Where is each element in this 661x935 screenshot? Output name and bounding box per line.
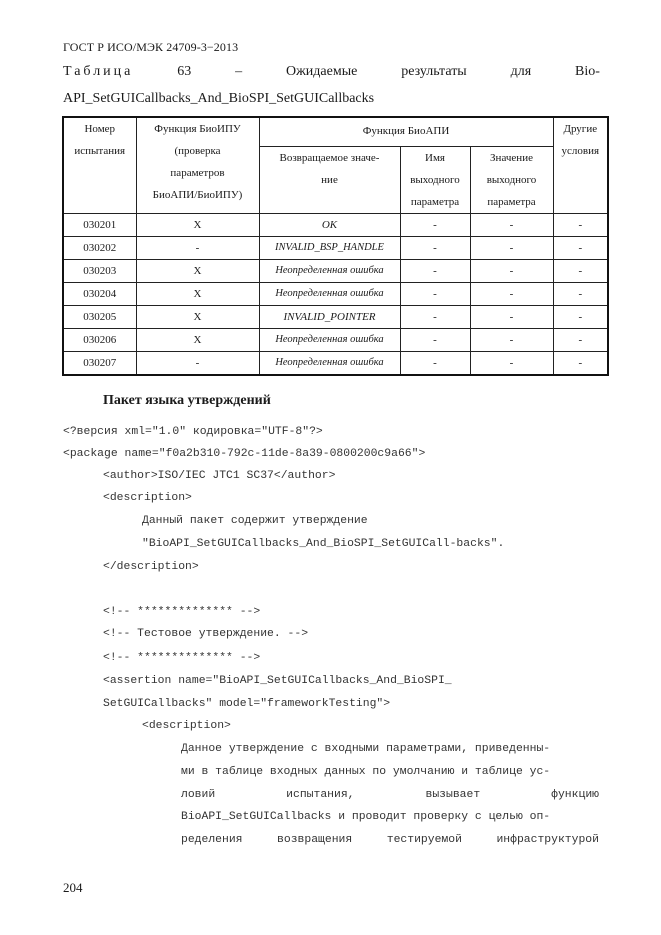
code-line: <!-- Тестовое утверждение. --> bbox=[103, 628, 309, 640]
cell-param-value: - bbox=[470, 214, 553, 237]
code-word: тестируемой bbox=[386, 834, 462, 846]
cell-param-value: - bbox=[470, 329, 553, 352]
header-return-value bbox=[259, 147, 400, 214]
header-text: Номер bbox=[84, 123, 116, 135]
cell-check: X bbox=[136, 283, 259, 306]
cell-return-value: INVALID_BSP_HANDLE bbox=[259, 237, 400, 260]
code-word: функцию bbox=[551, 789, 599, 801]
cell-test-number: 030207 bbox=[63, 352, 136, 376]
table-row bbox=[63, 306, 608, 329]
cell-other: - bbox=[553, 260, 608, 283]
code-line: <assertion name="BioAPI_SetGUICallbacks_And_BioSPI_ bbox=[103, 675, 452, 687]
header-output-param-name bbox=[400, 147, 470, 214]
document-header: ГОСТ Р ИСО/МЭК 24709-3−2013 bbox=[63, 40, 239, 54]
cell-test-number: 030201 bbox=[63, 214, 136, 237]
header-text: Другие bbox=[563, 123, 598, 135]
cell-other: - bbox=[553, 306, 608, 329]
cell-other: - bbox=[553, 237, 608, 260]
code-line: <?версия xml="1.0" кодировка="UTF-8"?> bbox=[63, 426, 323, 438]
cell-check: - bbox=[136, 352, 259, 376]
cell-param-name: - bbox=[400, 260, 470, 283]
cell-return-value: Неопределенная ошибка bbox=[259, 352, 400, 376]
cell-test-number: 030203 bbox=[63, 260, 136, 283]
code-line: <description> bbox=[103, 492, 192, 504]
cell-other: - bbox=[553, 329, 608, 352]
code-word: ределения bbox=[181, 834, 243, 846]
cell-return-value: INVALID_POINTER bbox=[259, 306, 400, 329]
header-text: выходного bbox=[410, 174, 460, 186]
header-text: Значение bbox=[490, 152, 533, 164]
code-line-justified bbox=[181, 834, 599, 846]
cell-test-number: 030205 bbox=[63, 306, 136, 329]
cell-param-name: - bbox=[400, 329, 470, 352]
cell-check: X bbox=[136, 260, 259, 283]
header-text: Имя bbox=[425, 152, 445, 164]
code-word: возвращения bbox=[277, 834, 353, 846]
cell-return-value: Неопределенная ошибка bbox=[259, 283, 400, 306]
cell-param-name: - bbox=[400, 283, 470, 306]
code-line: <package name="f0a2b310-792c-11de-8a39-0800200c9a66"> bbox=[63, 448, 426, 460]
section-title: Пакет языка утверждений bbox=[103, 393, 271, 408]
cell-param-value: - bbox=[470, 260, 553, 283]
code-word: инфраструктурой bbox=[496, 834, 599, 846]
cell-param-value: - bbox=[470, 283, 553, 306]
table-caption-line1 bbox=[63, 64, 600, 80]
cell-param-value: - bbox=[470, 352, 553, 376]
header-output-param-value bbox=[470, 147, 553, 214]
cell-other: - bbox=[553, 214, 608, 237]
table-row bbox=[63, 283, 608, 306]
header-text: параметра bbox=[487, 196, 536, 208]
header-other-conditions bbox=[553, 117, 608, 214]
caption-word: Ожидаемые bbox=[286, 64, 358, 79]
page-number: 204 bbox=[63, 880, 83, 895]
table-caption-line2: API_SetGUICallbacks_And_BioSPI_SetGUICallbacks bbox=[63, 91, 375, 106]
cell-check: - bbox=[136, 237, 259, 260]
header-text: условия bbox=[561, 145, 600, 157]
header-text: выходного bbox=[486, 174, 537, 186]
header-bioapi-function: Функция БиоАПИ bbox=[259, 117, 553, 147]
header-text: БиоАПИ/БиоИПУ) bbox=[152, 189, 243, 201]
cell-other: - bbox=[553, 352, 608, 376]
header-text: Функция БиоИПУ bbox=[154, 123, 241, 135]
header-text: испытания bbox=[74, 145, 126, 157]
caption-word: результаты bbox=[401, 64, 467, 79]
cell-param-name: - bbox=[400, 237, 470, 260]
cell-return-value: OK bbox=[259, 214, 400, 237]
cell-test-number: 030202 bbox=[63, 237, 136, 260]
code-line: Данное утверждение с входными параметрами, приведенны- bbox=[181, 743, 551, 755]
header-bioipu-function bbox=[136, 117, 259, 214]
cell-return-value: Неопределенная ошибка bbox=[259, 329, 400, 352]
code-line: <!-- ************** --> bbox=[103, 606, 261, 618]
table-row bbox=[63, 237, 608, 260]
caption-word: для bbox=[510, 64, 532, 79]
table-row bbox=[63, 214, 608, 237]
caption-word: 63 bbox=[177, 64, 192, 79]
cell-param-name: - bbox=[400, 306, 470, 329]
cell-test-number: 030204 bbox=[63, 283, 136, 306]
header-test-number bbox=[63, 117, 136, 214]
header-text: параметра bbox=[410, 196, 460, 208]
header-text: Возвращаемое значе- bbox=[279, 152, 380, 164]
cell-check: X bbox=[136, 329, 259, 352]
header-text: (проверка bbox=[174, 145, 221, 157]
code-word: вызывает bbox=[425, 789, 481, 801]
cell-param-value: - bbox=[470, 237, 553, 260]
code-word: ловий bbox=[181, 789, 216, 801]
cell-check: X bbox=[136, 306, 259, 329]
cell-return-value: Неопределенная ошибка bbox=[259, 260, 400, 283]
table-row bbox=[63, 352, 608, 376]
code-line-justified bbox=[181, 789, 599, 801]
caption-word: – bbox=[235, 64, 243, 79]
caption-word: Таблица bbox=[63, 64, 134, 79]
header-text: параметров bbox=[170, 167, 225, 179]
code-line: Данный пакет содержит утверждение bbox=[142, 515, 368, 527]
table-row bbox=[63, 329, 608, 352]
code-line: <description> bbox=[142, 720, 231, 732]
code-line: SetGUICallbacks" model="frameworkTesting"> bbox=[103, 698, 391, 710]
code-line: <!-- ************** --> bbox=[103, 652, 261, 664]
cell-check: X bbox=[136, 214, 259, 237]
cell-test-number: 030206 bbox=[63, 329, 136, 352]
cell-param-name: - bbox=[400, 352, 470, 376]
code-line: </description> bbox=[103, 561, 199, 573]
code-line: "BioAPI_SetGUICallbacks_And_BioSPI_SetGUICall-backs". bbox=[142, 538, 505, 550]
code-line: <author>ISO/IEC JTC1 SC37</author> bbox=[103, 470, 336, 482]
header-text: ние bbox=[321, 174, 338, 186]
cell-param-name: - bbox=[400, 214, 470, 237]
cell-other: - bbox=[553, 283, 608, 306]
table-row bbox=[63, 260, 608, 283]
caption-word: Bio- bbox=[575, 64, 600, 79]
cell-param-value: - bbox=[470, 306, 553, 329]
expected-results-table bbox=[62, 116, 609, 376]
code-line: ми в таблице входных данных по умолчанию и таблице ус- bbox=[181, 766, 551, 778]
code-word: испытания, bbox=[286, 789, 355, 801]
code-line: BioAPI_SetGUICallbacks и проводит проверку с целью оп- bbox=[181, 811, 551, 823]
